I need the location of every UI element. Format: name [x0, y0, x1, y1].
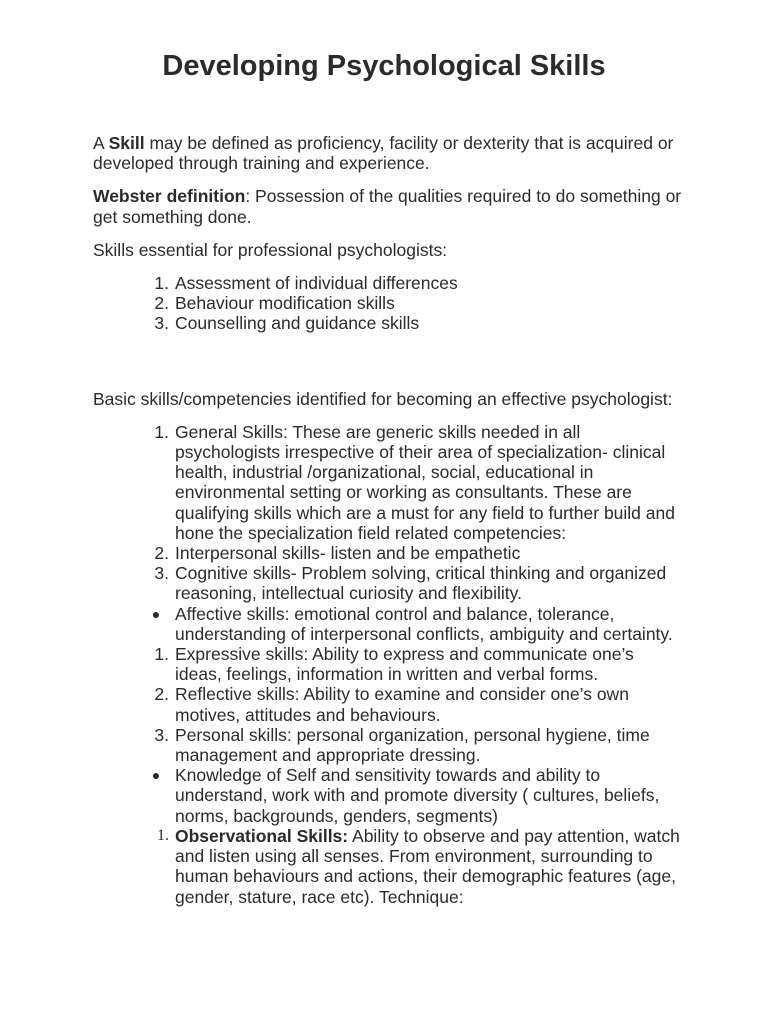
list-item: [93, 422, 683, 543]
bullet-marker: ●: [151, 605, 161, 622]
list-item-text: Assessment of individual differences: [175, 273, 458, 294]
essential-skills-list: [93, 273, 683, 334]
webster-term: Webster definition: [93, 186, 246, 207]
list-item-text: Expressive skills: Ability to express and communicate one’s ideas, feelings, information in written and verbal forms.: [175, 644, 634, 685]
basic-skills-intro: Basic skills/competencies identified for becoming an effective psychologist:: [93, 388, 673, 409]
list-item: [93, 563, 683, 603]
list-item-text: Interpersonal skills- listen and be empathetic: [175, 543, 521, 564]
list-marker: 1.: [154, 273, 169, 294]
list-item: [93, 273, 683, 293]
list-item: [93, 604, 683, 644]
list-item: [93, 684, 683, 724]
list-marker: 3.: [154, 724, 169, 745]
essential-skills-intro: Skills essential for professional psychologists:: [93, 239, 448, 260]
list-item: [93, 765, 683, 826]
list-item-text: Reflective skills: Ability to examine and consider one’s own motives, attitudes and behaviours.: [175, 684, 629, 725]
list-item-text: Counselling and guidance skills: [175, 313, 420, 334]
list-item: [93, 725, 683, 765]
list-item: [93, 644, 683, 684]
skill-definition-paragraph: [93, 133, 683, 173]
list-item-text: General Skills: These are generic skills needed in all psychologists irrespective of their area of specialization- clinical health, industrial /organizational, social, educational in environmental setting or working as consultants. These are qualifying skills which are a must for any field to further build and hone the specialization field related competencies:: [175, 421, 675, 543]
observational-text: Ability to observe and pay attention, watch and listen using all senses. From environment, surrounding to human behaviours and actions, their demographic features (age, gender, stature, race etc). Technique:: [175, 825, 680, 907]
list-marker: 1.: [154, 644, 169, 665]
list-item-text: Knowledge of Self and sensitivity towards and ability to understand, work with and promote diversity ( cultures, beliefs, norms, backgrounds, genders, segments): [175, 765, 660, 826]
basic-skills-list: [93, 422, 683, 907]
list-item: [93, 543, 683, 563]
document-body: [93, 133, 683, 921]
list-marker: 1.: [154, 421, 169, 442]
list-marker: 2.: [154, 684, 169, 705]
list-marker: 2.: [154, 293, 169, 314]
observational-term: Observational Skills:: [175, 825, 349, 846]
definition-text: may be defined as proficiency, facility or dexterity that is acquired or developed through training and experience.: [93, 133, 674, 174]
definition-prefix: A: [93, 133, 109, 153]
page-title: Developing Psychological Skills: [162, 50, 606, 82]
section-spacer: [93, 348, 683, 389]
list-item-text: Cognitive skills- Problem solving, critical thinking and organized reasoning, intellectual curiosity and flexibility.: [175, 563, 667, 604]
list-marker: 3.: [154, 563, 169, 584]
webster-definition-paragraph: [93, 186, 683, 226]
list-item: [93, 293, 683, 313]
list-marker: 2.: [154, 543, 169, 564]
webster-text: : Possession of the qualities required to do something or get something done.: [93, 186, 682, 227]
list-marker: 3.: [154, 313, 169, 334]
list-item-text: Behaviour modification skills: [175, 293, 395, 314]
list-item-observational: [93, 826, 683, 907]
bullet-marker: ●: [151, 767, 161, 784]
list-item-text: Affective skills: emotional control and balance, tolerance, understanding of interpersonal conflicts, ambiguity and certainty.: [175, 603, 673, 644]
definition-term: Skill: [108, 133, 145, 153]
list-item: [93, 313, 683, 333]
list-item-text: Personal skills: personal organization, personal hygiene, time management and appropriate dressing.: [175, 724, 650, 766]
list-marker: 1.: [157, 826, 169, 844]
